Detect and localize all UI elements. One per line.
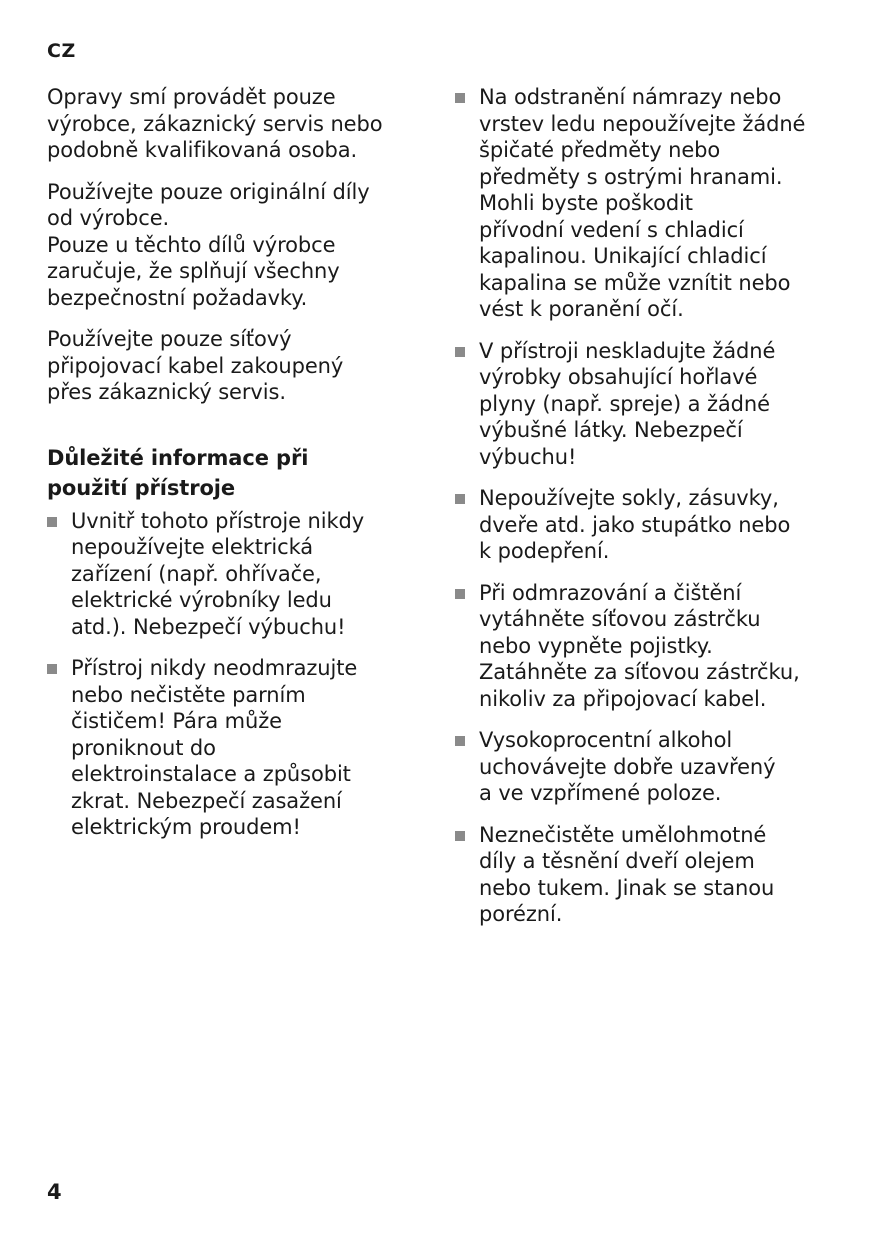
right-bullet-list: [455, 84, 835, 928]
power-cable-paragraph: Používejte pouze síťový připojovací kabel zakoupený přes zákaznický servis.: [47, 327, 344, 404]
square-bullet-icon: [455, 831, 465, 841]
square-bullet-icon: [455, 736, 465, 746]
list-item: [47, 508, 407, 641]
list-item-text: Přístroj nikdy neodmrazujte nebo nečistěte parním čističem! Pára může proniknout do elektroinstalace a způsobit zkrat. Nebezpečí zasažení elektrickým proudem!: [71, 656, 358, 839]
square-bullet-icon: [455, 93, 465, 103]
list-item: [455, 727, 835, 807]
list-item: [455, 338, 835, 471]
list-item: [455, 84, 835, 323]
list-item-text: Neznečistěte umělohmotné díly a těsnění dveří olejem nebo tukem. Jinak se stanou porézní.: [479, 822, 775, 926]
square-bullet-icon: [47, 664, 57, 674]
list-item-text: Na odstranění námrazy nebo vrstev ledu nepoužívejte žádné špičaté předměty nebo předměty s ostrými hranami. Mohli byste poškodit přívodní vedení s chladicí kapalinou. Unikající chladicí kapalina se může vznítit nebo vést k poranění očí.: [479, 85, 806, 321]
list-item: [455, 485, 835, 565]
repair-paragraph: Opravy smí provádět pouze výrobce, zákaznický servis nebo podobně kvalifikovaná osoba.: [47, 85, 383, 162]
list-item-text: Uvnitř tohoto přístroje nikdy nepoužívejte elektrická zařízení (např. ohřívače, elektrické výrobníky ledu atd.). Nebezpečí výbuchu!: [71, 508, 365, 639]
list-item: [455, 822, 835, 928]
language-code: CZ: [47, 40, 76, 62]
square-bullet-icon: [455, 494, 465, 504]
square-bullet-icon: [455, 589, 465, 599]
list-item-text: Nepoužívejte sokly, zásuvky, dveře atd. jako stupátko nebo k podepření.: [479, 486, 791, 563]
square-bullet-icon: [455, 347, 465, 357]
list-item: [455, 580, 835, 713]
square-bullet-icon: [47, 517, 57, 527]
section-heading: Důležité informace při použití přístroje: [47, 445, 309, 500]
original-parts-paragraph: Používejte pouze originální díly od výrobce. Pouze u těchto dílů výrobce zaručuje, že splňují všechny bezpečnostní požadavky.: [47, 179, 370, 310]
right-column: [455, 84, 835, 943]
left-bullet-list: [47, 508, 407, 841]
left-column: [47, 84, 407, 856]
list-item-text: Při odmrazování a čištění vytáhněte síťovou zástrčku nebo vypněte pojistky. Zatáhněte za síťovou zástrčku, nikoliv za připojovací kabel.: [479, 580, 800, 711]
list-item-text: Vysokoprocentní alkohol uchovávejte dobře uzavřený a ve vzpřímené poloze.: [479, 728, 776, 805]
page-number: 4: [47, 1180, 62, 1204]
list-item-text: V přístroji neskladujte žádné výrobky obsahující hořlavé plyny (např. spreje) a žádné výbušné látky. Nebezpečí výbuchu!: [479, 338, 776, 469]
list-item: [47, 655, 407, 841]
